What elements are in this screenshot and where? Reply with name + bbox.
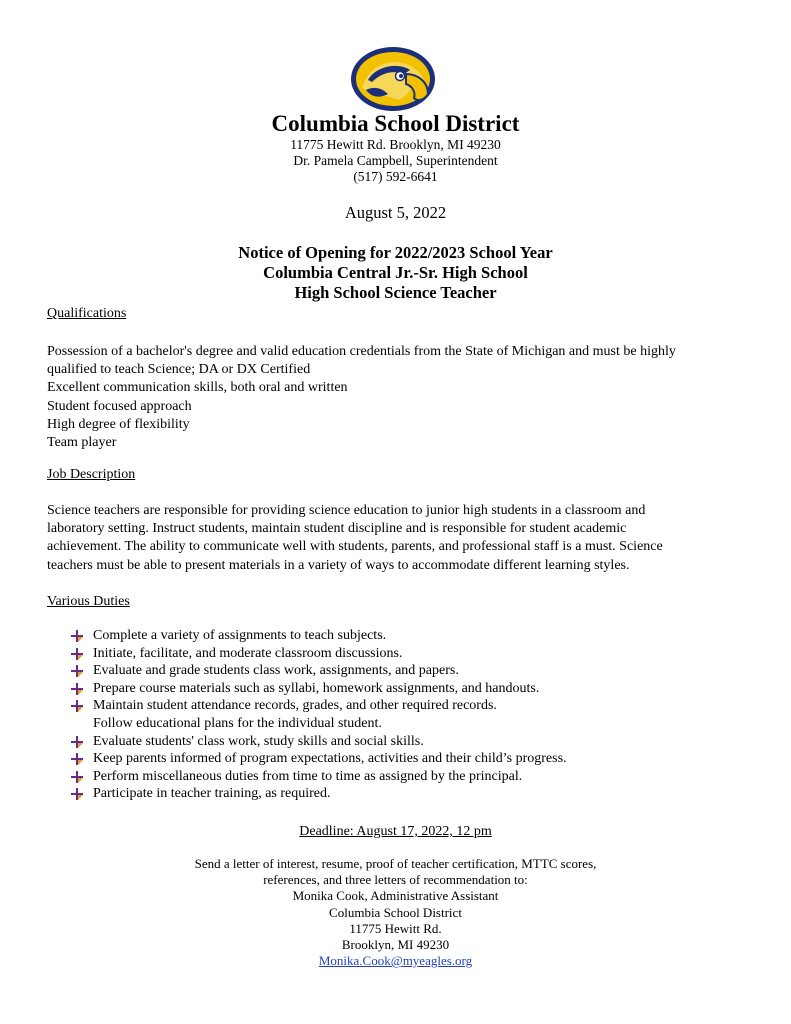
contact-city: Brooklyn, MI 49230 bbox=[341, 937, 450, 953]
eagle-head-logo bbox=[348, 44, 438, 114]
duty-text: Complete a variety of assignments to teach subjects. bbox=[93, 628, 387, 643]
instructions-line: Send a letter of interest, resume, proof of teacher certification, MTTC scores, bbox=[194, 856, 597, 871]
qualification-line: Excellent communication skills, both oral and written bbox=[47, 380, 348, 396]
qualification-line: Team player bbox=[47, 434, 117, 450]
arrow-bullet-icon bbox=[70, 735, 84, 749]
arrow-bullet-icon bbox=[70, 629, 84, 643]
district-address: 11775 Hewitt Rd. Brooklyn, MI 49230 bbox=[290, 137, 501, 152]
contact-street: 11775 Hewitt Rd. bbox=[349, 920, 442, 936]
qualification-line: High degree of flexibility bbox=[47, 416, 190, 432]
superintendent-line: Dr. Pamela Campbell, Superintendent bbox=[293, 153, 498, 168]
district-name: Columbia School District bbox=[271, 111, 520, 136]
duty-item bbox=[70, 645, 770, 663]
qualifications-list bbox=[47, 343, 762, 452]
arrow-bullet-icon bbox=[70, 770, 84, 784]
deadline-line: Deadline: August 17, 2022, 12 pm bbox=[299, 824, 492, 839]
duty-item bbox=[70, 785, 770, 803]
duty-item bbox=[70, 750, 770, 768]
job-description-text bbox=[47, 502, 762, 575]
duties-heading: Various Duties bbox=[47, 594, 130, 609]
application-instructions bbox=[0, 856, 791, 969]
contact-name: Monika Cook, Administrative Assistant bbox=[292, 888, 499, 904]
contact-email-link[interactable]: Monika.Cook@myeagles.org bbox=[318, 953, 473, 969]
duty-text: Evaluate students' class work, study skills and social skills. bbox=[93, 733, 424, 749]
qualifications-heading: Qualifications bbox=[47, 306, 127, 321]
arrow-bullet-icon bbox=[70, 682, 84, 696]
duty-text: Keep parents informed of program expectations, activities and their child’s progress. bbox=[93, 751, 567, 767]
duty-item bbox=[70, 662, 770, 680]
notice-title-block bbox=[0, 243, 791, 303]
arrow-bullet-icon bbox=[70, 787, 84, 801]
arrow-bullet-icon bbox=[70, 647, 84, 661]
duty-text: Evaluate and grade students class work, assignments, and papers. bbox=[93, 663, 459, 679]
position-title: High School Science Teacher bbox=[294, 283, 497, 302]
duty-item bbox=[70, 697, 770, 732]
arrow-bullet-icon bbox=[70, 752, 84, 766]
duty-item bbox=[70, 733, 770, 751]
job-description-line: laboratory setting. Instruct students, maintain student discipline and is responsible for student academic bbox=[47, 521, 627, 537]
duty-text: Participate in teacher training, as required. bbox=[93, 786, 331, 802]
duty-text-continuation: Follow educational plans for the individual student. bbox=[93, 715, 382, 731]
instructions-line: references, and three letters of recommendation to: bbox=[263, 872, 528, 888]
qualification-line: qualified to teach Science; DA or DX Certified bbox=[47, 362, 311, 378]
duty-text: Maintain student attendance records, grades, and other required records. bbox=[93, 698, 497, 714]
duty-item bbox=[70, 768, 770, 786]
job-description-heading: Job Description bbox=[47, 467, 136, 482]
qualification-line: Student focused approach bbox=[47, 398, 192, 414]
duty-text: Prepare course materials such as syllabi, homework assignments, and handouts. bbox=[93, 680, 540, 696]
duty-item bbox=[70, 680, 770, 698]
contact-organization: Columbia School District bbox=[329, 904, 462, 920]
district-phone: (517) 592-6641 bbox=[353, 169, 438, 184]
arrow-bullet-icon bbox=[70, 664, 84, 678]
duty-text: Perform miscellaneous duties from time to time as assigned by the principal. bbox=[93, 768, 523, 784]
qualification-line: Possession of a bachelor's degree and valid education credentials from the State of Michigan and must be highly bbox=[47, 344, 676, 359]
job-description-line: teachers must be able to present materials in a variety of ways to accommodate different learning styles. bbox=[47, 557, 630, 573]
notice-date: August 5, 2022 bbox=[344, 203, 447, 222]
school-name: Columbia Central Jr.-Sr. High School bbox=[263, 263, 528, 282]
duty-item bbox=[70, 627, 770, 645]
duties-list bbox=[70, 627, 770, 803]
notice-title: Notice of Opening for 2022/2023 School Year bbox=[238, 243, 553, 262]
arrow-bullet-icon bbox=[70, 699, 84, 713]
job-description-line: Science teachers are responsible for providing science education to junior high students in a classroom and bbox=[47, 503, 646, 518]
duty-text: Initiate, facilitate, and moderate classroom discussions. bbox=[93, 645, 403, 661]
job-description-line: achievement. The ability to communicate well with students, parents, and professional staff is a must. Science bbox=[47, 539, 663, 555]
